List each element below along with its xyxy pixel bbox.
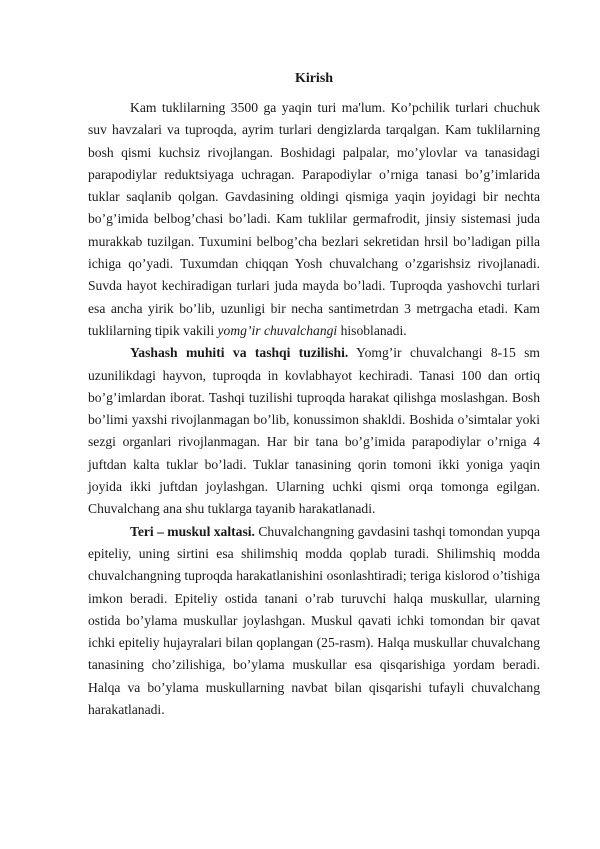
- paragraph-text: Yomg’ir chuvalchangi 8-15 sm uzunilikdagi hayvon, tuproqda in kovlabhayot kechiradi. Tanasi 100 dan ortiq bo’g’imlardan iborat. Tashqi tuzilishi tuproqda harakat qilishga moslashgan. Bosh bo’limi yaxshi rivojlanmagan bo’lib, konussimon shakldi. Boshida o’simtalar yoki sezgi organlari rivojlanmagan. Har bir tana bo’g’imida parapodiylar o’rniga 4 juftdan kalta tuklar bo’ladi. Tuklar tanasining qorin tomoni ikki yoniga yaqin joyida ikki juftdan joylashgan. Ularning uchki qismi orqa tomonga egilgan. Chuvalchang ana shu tuklarga tayanib harakatlanadi.: [88, 345, 540, 517]
- paragraph-text: Chuvalchangning gavdasini tashqi tomondan yupqa epiteliy, uning sirtini esa shilimshiq modda qoplab turadi. Shilimshiq modda chuvalchangning tuproqda harakatlanishini osonlashtiradi; teriga kislorod o’tishiga imkon beradi. Epiteliy ostida tanani o’rab turuvchi halqa muskullar, ularning ostida bo’ylama muskullar joylashgan. Muskul qavati ichki tomondan bir qavat ichki epiteliy hujayralari bilan qoplangan (25-rasm). Halqa muskullar chuvalchang tanasining cho’zilishiga, bo’ylama muskullar esa qisqarishiga yordam beradi. Halqa va bo’ylama muskullarning navbat bilan qisqarishi tufayli chuvalchang harakatlanadi.: [88, 523, 541, 718]
- page-title: Kirish: [294, 71, 334, 86]
- italic-term: yomg’ir chuvalchangi: [217, 322, 338, 338]
- section-heading: Yashash muhiti va tashqi tuzilishi.: [130, 345, 349, 361]
- paragraph-text: Kam tuklilarning 3500 ga yaqin turi ma'lum. Ko’pchilik turlari chuchuk suv havzalari va tuproqda, ayrim turlari dengizlarda tarqalgan. Kam tuklilarning bosh qismi kuchsiz rivojlangan. Boshidagi palpalar, mo’ylovlar va tanasidagi parapodiylar reduktsiyaga uchragan. Parapodiylar o’rniga tanasi bo’g’imlarida tuklar saqlanib qolgan. Gavdasining oldingi qismiga yaqin joyidagi bir nechta bo’g’imida belbog’chasi bo’ladi. Kam tuklilar germafrodit, jinsiy sistemasi juda murakkab tuzilgan. Tuxumini belbog’cha bezlari sekretidan hrsil bo’ladigan pilla ichiga qo’yadi. Tuxumdan chiqqan Yosh chuvalchang o’zgarishsiz rivojlanadi. Suvda hayot kechiradigan turlari juda mayda bo’ladi. Tuproqda yashovchi turlari esa ancha yirik bo’lib, uzunligi bir necha santimetrdan 3 metrgacha etadi. Kam tuklilarning tipik vakili: [88, 100, 540, 338]
- paragraph-muscle-sac: [88, 521, 540, 722]
- paragraph-intro: [88, 97, 540, 342]
- paragraph-text-end: hisoblanadi.: [337, 322, 407, 338]
- section-heading: Teri – muskul xaltasi.: [130, 523, 255, 539]
- paragraph-habitat: [88, 342, 540, 520]
